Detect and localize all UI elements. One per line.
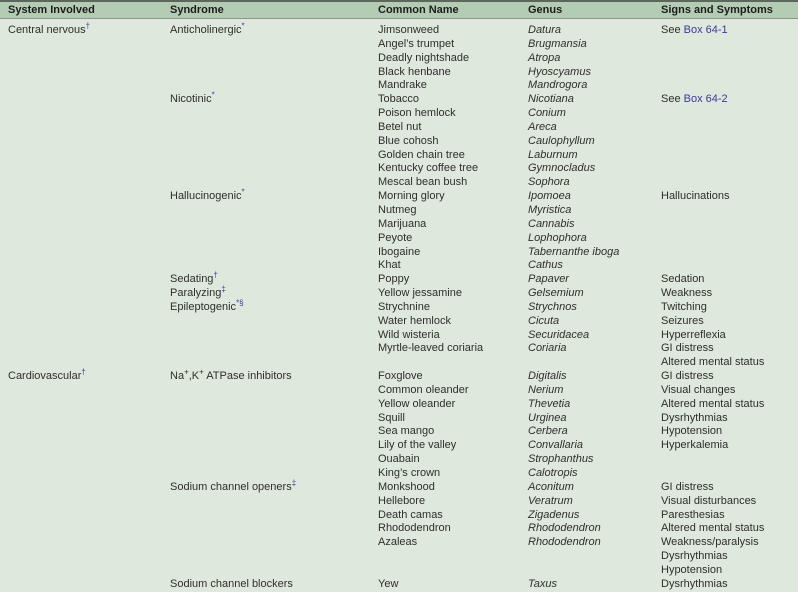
cell-system — [0, 439, 170, 453]
cell-genus: Myristica — [528, 203, 572, 216]
cell-syndrome — [170, 398, 378, 412]
cell-signs — [661, 176, 798, 190]
cell-system — [0, 218, 170, 232]
column-header-system: System Involved — [8, 4, 95, 16]
footnote-marker: ‡ — [221, 284, 226, 294]
column-header-syndrome: Syndrome — [170, 4, 224, 16]
cell-common-name: Rhododendron — [378, 522, 451, 535]
cell-syndrome — [170, 342, 378, 356]
cell-genus: Convallaria — [528, 439, 584, 452]
table-row — [0, 329, 798, 343]
cell-signs — [661, 79, 798, 93]
footnote-marker: † — [85, 21, 91, 31]
cell-common-name: Myrtle-leaved coriaria — [378, 342, 484, 355]
cell-common-name: Nutmeg — [378, 203, 417, 216]
cell-genus: Atropa — [528, 51, 561, 64]
table-row — [0, 425, 798, 439]
cell-signs: Paresthesias — [661, 508, 725, 521]
cell-syndrome — [170, 135, 378, 149]
cell-signs — [661, 121, 798, 135]
cell-signs: Weakness/paralysis — [661, 536, 759, 549]
cell-common-name: Death camas — [378, 508, 443, 521]
table-row — [0, 149, 798, 163]
cell-common-name: Lily of the valley — [378, 439, 457, 452]
cell-signs — [661, 38, 798, 52]
table-row — [0, 578, 798, 592]
cell-signs: Hallucinations — [661, 190, 730, 203]
table-row — [0, 467, 798, 481]
cell-syndrome: Sodium channel blockers — [170, 577, 293, 590]
table-row — [0, 52, 798, 66]
table-row — [0, 135, 798, 149]
table-row — [0, 453, 798, 467]
cell-common-name: Morning glory — [378, 190, 445, 203]
cell-genus: Rhododendron — [528, 536, 601, 549]
cell-common-name: Water hemlock — [378, 314, 451, 327]
cell-genus: Taxus — [528, 577, 557, 590]
cell-syndrome — [170, 284, 378, 301]
footnote-marker: *§ — [236, 298, 244, 308]
cell-common-name: King’s crown — [378, 467, 441, 479]
cell-system — [0, 176, 170, 190]
cell-syndrome — [170, 176, 378, 190]
cell-genus: Rhododendron — [528, 522, 601, 535]
cell-common-name: Poppy — [378, 273, 410, 286]
table-row — [0, 232, 798, 246]
cell-signs: GI distress — [661, 342, 714, 355]
cell-genus: Caulophyllum — [528, 134, 595, 147]
cell-system — [0, 550, 170, 564]
cell-genus: Aconitum — [528, 480, 574, 493]
table-row — [0, 367, 798, 384]
cell-signs — [661, 107, 798, 121]
cell-text: See — [661, 93, 684, 106]
cell-common-name: Yellow jessamine — [378, 287, 462, 300]
cell-common-name: Wild wisteria — [378, 328, 440, 341]
cell-system — [0, 204, 170, 218]
table-row — [0, 284, 798, 301]
box-ref-link[interactable]: Box 64-1 — [683, 24, 728, 36]
cell-system — [0, 522, 170, 536]
cell-system — [0, 135, 170, 149]
cell-signs — [661, 467, 798, 481]
table-row — [0, 536, 798, 550]
cell-system — [0, 38, 170, 52]
cell-syndrome — [170, 218, 378, 232]
cell-syndrome — [170, 467, 378, 481]
cell-syndrome — [170, 329, 378, 343]
cell-syndrome — [170, 187, 378, 204]
cell-common-name: Khat — [378, 259, 401, 272]
cell-signs — [661, 246, 798, 260]
cell-system — [0, 301, 170, 315]
cell-genus: Cannabis — [528, 217, 575, 230]
cell-common-name: Angel’s trumpet — [378, 37, 455, 50]
table-row — [0, 21, 798, 38]
cell-genus: Cerbera — [528, 425, 568, 438]
cell-signs — [661, 259, 798, 273]
cell-syndrome — [170, 522, 378, 536]
cell-genus: Laburnum — [528, 148, 578, 161]
cell-signs: Hyperkalemia — [661, 439, 729, 452]
cell-system — [0, 21, 170, 38]
table-header-row — [0, 0, 798, 19]
cell-common-name: Golden chain tree — [378, 148, 465, 161]
cell-signs: Dysrhythmias — [661, 550, 728, 563]
cell-genus: Calotropis — [528, 467, 578, 479]
cell-system — [0, 453, 170, 467]
cell-signs — [661, 149, 798, 163]
cell-common-name: Jimsonweed — [378, 24, 440, 36]
cell-common-name: Strychnine — [378, 300, 430, 313]
cell-genus: Nicotiana — [528, 93, 574, 106]
cell-syndrome — [170, 121, 378, 135]
cell-genus: Securidacea — [528, 328, 590, 341]
cell-system — [0, 162, 170, 176]
table-body — [0, 19, 798, 592]
cell-text: Paralyzing — [170, 287, 222, 300]
cell-common-name: Azaleas — [378, 536, 418, 549]
box-ref-link[interactable]: Box 64-2 — [683, 93, 728, 106]
cell-common-name — [378, 550, 528, 564]
cell-syndrome — [170, 425, 378, 439]
cell-common-name: Tobacco — [378, 93, 419, 106]
cell-syndrome — [170, 564, 378, 578]
cell-signs — [661, 162, 798, 176]
cell-signs: Hypotension — [661, 425, 723, 438]
cell-syndrome — [170, 204, 378, 218]
cell-syndrome — [170, 536, 378, 550]
cell-signs: Altered mental status — [661, 356, 765, 369]
cell-signs: GI distress — [661, 370, 714, 383]
cell-genus: Datura — [528, 24, 562, 36]
cell-signs — [661, 24, 798, 38]
column-header-common-name: Common Name — [378, 4, 459, 16]
cell-common-name: Deadly nightshade — [378, 51, 470, 64]
cell-system — [0, 259, 170, 273]
cell-syndrome — [170, 384, 378, 398]
cell-syndrome — [170, 79, 378, 93]
cell-syndrome — [170, 162, 378, 176]
cell-system — [0, 246, 170, 260]
cell-system — [0, 481, 170, 495]
cell-syndrome — [170, 509, 378, 523]
table-row — [0, 564, 798, 578]
table-row — [0, 342, 798, 356]
cell-text: Sedating — [170, 273, 214, 286]
cell-genus: Cathus — [528, 259, 563, 272]
cell-syndrome — [170, 107, 378, 121]
table-row — [0, 66, 798, 80]
cell-system — [0, 66, 170, 80]
footnote-marker: * — [241, 21, 245, 31]
cell-genus: Papaver — [528, 273, 569, 286]
cell-text: Hallucinogenic — [170, 190, 242, 203]
footnote-marker: * — [241, 187, 245, 197]
cell-genus: Brugmansia — [528, 37, 587, 50]
footnote-marker: + — [184, 367, 189, 377]
cell-signs: Hypotension — [661, 563, 723, 576]
cell-signs — [661, 232, 798, 246]
cell-syndrome — [170, 52, 378, 66]
cell-signs — [661, 453, 798, 467]
cell-signs — [661, 135, 798, 149]
cell-system — [0, 425, 170, 439]
cell-system — [0, 52, 170, 66]
cell-genus: Lophophora — [528, 231, 587, 244]
table-row — [0, 315, 798, 329]
cell-common-name: Mandrake — [378, 79, 427, 92]
cell-syndrome — [170, 232, 378, 246]
cell-common-name: Marijuana — [378, 217, 427, 230]
footnote-marker: ‡ — [291, 478, 297, 488]
table-row — [0, 187, 798, 204]
table-row — [0, 259, 798, 273]
cell-signs: Weakness — [661, 287, 713, 300]
cell-genus: Tabernanthe iboga — [528, 245, 620, 258]
cell-system — [0, 467, 170, 481]
table-row — [0, 162, 798, 176]
cell-system — [0, 329, 170, 343]
cell-text: Epileptogenic — [170, 300, 237, 313]
table-row — [0, 522, 798, 536]
cell-common-name: Black henbane — [378, 65, 451, 78]
cell-signs: Sedation — [661, 273, 705, 286]
cell-syndrome — [170, 315, 378, 329]
cell-system — [0, 232, 170, 246]
cell-system — [0, 93, 170, 107]
cell-common-name: Foxglove — [378, 370, 423, 383]
cell-system — [0, 412, 170, 426]
cell-syndrome — [170, 149, 378, 163]
cell-genus: Strychnos — [528, 300, 577, 313]
cell-genus — [528, 550, 661, 564]
cell-syndrome — [170, 21, 378, 38]
cell-syndrome — [170, 298, 378, 315]
cell-genus: Nerium — [528, 383, 564, 396]
cell-common-name: Mescal bean bush — [378, 176, 468, 189]
cell-common-name: Peyote — [378, 231, 413, 244]
cell-text: Sodium channel openers — [170, 480, 292, 493]
cell-syndrome — [170, 367, 378, 384]
cell-system — [0, 509, 170, 523]
table-row — [0, 298, 798, 315]
cell-genus: Cicuta — [528, 314, 560, 327]
cell-common-name: Kentucky coffee tree — [378, 162, 479, 175]
table-row — [0, 270, 798, 287]
cell-syndrome — [170, 412, 378, 426]
cell-text: ATPase inhibitors — [203, 370, 292, 383]
table-row — [0, 439, 798, 453]
table-row — [0, 79, 798, 93]
cell-system — [0, 398, 170, 412]
cell-genus: Gelsemium — [528, 287, 584, 300]
cell-genus: Ipomoea — [528, 190, 571, 203]
cell-signs: Hyperreflexia — [661, 328, 726, 341]
table-row — [0, 90, 798, 107]
cell-system — [0, 564, 170, 578]
cell-genus: Thevetia — [528, 397, 571, 410]
table-row — [0, 218, 798, 232]
cell-signs: Visual disturbances — [661, 494, 757, 507]
cell-genus: Coriaria — [528, 342, 567, 355]
cell-signs: Dysrhythmias — [661, 577, 728, 590]
cell-genus: Sophora — [528, 176, 570, 189]
cell-genus: Mandrogora — [528, 79, 588, 92]
table-row — [0, 246, 798, 260]
cell-system — [0, 536, 170, 550]
cell-syndrome — [170, 90, 378, 107]
cell-syndrome — [170, 453, 378, 467]
cell-genus: Veratrum — [528, 494, 573, 507]
cell-signs — [661, 218, 798, 232]
table-row — [0, 356, 798, 370]
table-row — [0, 550, 798, 564]
cell-syndrome — [170, 259, 378, 273]
column-header-genus: Genus — [528, 4, 563, 16]
cell-common-name: Monkshood — [378, 480, 435, 493]
cell-system — [0, 149, 170, 163]
footnote-marker: † — [213, 270, 218, 280]
cell-text: Anticholinergic — [170, 24, 242, 36]
cell-common-name: Hellebore — [378, 494, 426, 507]
cell-signs — [661, 93, 798, 107]
table-row — [0, 412, 798, 426]
cell-system — [0, 342, 170, 356]
footnote-marker: * — [211, 90, 215, 100]
table-row — [0, 384, 798, 398]
cell-common-name: Ibogaine — [378, 245, 421, 258]
cell-syndrome — [170, 495, 378, 509]
cell-text: Cardiovascular — [8, 370, 82, 383]
cell-genus: Strophanthus — [528, 453, 594, 466]
cell-system — [0, 367, 170, 384]
table-row — [0, 107, 798, 121]
table-row — [0, 509, 798, 523]
cell-common-name: Squill — [378, 411, 405, 424]
cell-common-name: Blue cohosh — [378, 134, 439, 147]
cell-signs: Seizures — [661, 314, 704, 327]
cell-signs: GI distress — [661, 480, 714, 493]
table-row — [0, 176, 798, 190]
cell-system — [0, 495, 170, 509]
cell-genus: Urginea — [528, 411, 567, 424]
cell-text: Nicotinic — [170, 93, 212, 106]
cell-common-name: Ouabain — [378, 453, 420, 466]
cell-text: See — [661, 24, 684, 36]
cell-genus: Gymnocladus — [528, 162, 596, 175]
cell-syndrome — [170, 270, 378, 287]
cell-common-name: Yew — [378, 577, 399, 590]
cell-signs: Twitching — [661, 300, 707, 313]
cell-system — [0, 384, 170, 398]
cell-genus: Zigadenus — [528, 508, 580, 521]
cell-common-name — [378, 356, 528, 370]
cell-genus — [528, 356, 661, 370]
cell-syndrome — [170, 439, 378, 453]
table-row — [0, 495, 798, 509]
cell-common-name: Betel nut — [378, 120, 422, 133]
cell-common-name: Sea mango — [378, 425, 435, 438]
cell-signs — [661, 52, 798, 66]
cell-genus: Areca — [528, 120, 557, 133]
cell-text: ,K — [188, 370, 200, 383]
cell-common-name: Yellow oleander — [378, 397, 456, 410]
cell-signs — [661, 204, 798, 218]
cell-genus: Digitalis — [528, 370, 567, 383]
cell-signs: Altered mental status — [661, 397, 765, 410]
cell-signs — [661, 66, 798, 80]
cell-syndrome — [170, 66, 378, 80]
cell-system — [0, 287, 170, 301]
cell-common-name — [378, 564, 528, 578]
cell-genus — [528, 564, 661, 578]
cell-text: Na — [170, 370, 185, 383]
cell-system — [0, 79, 170, 93]
cell-system — [0, 578, 170, 592]
cell-signs: Dysrhythmias — [661, 411, 728, 424]
table-row — [0, 121, 798, 135]
cell-common-name: Common oleander — [378, 383, 469, 396]
table-row — [0, 38, 798, 52]
cell-signs: Altered mental status — [661, 522, 765, 535]
cell-syndrome — [170, 38, 378, 52]
footnote-marker: † — [81, 367, 86, 377]
table-row — [0, 204, 798, 218]
cell-system — [0, 121, 170, 135]
cell-text: Central nervous — [8, 24, 86, 36]
cell-genus: Hyoscyamus — [528, 65, 591, 78]
cell-common-name: Poison hemlock — [378, 107, 456, 120]
column-header-signs: Signs and Symptoms — [661, 4, 773, 16]
cell-signs: Visual changes — [661, 383, 736, 396]
table-row — [0, 478, 798, 495]
cell-system — [0, 190, 170, 204]
cell-system — [0, 315, 170, 329]
cell-system — [0, 107, 170, 121]
cell-genus: Conium — [528, 107, 566, 120]
table-row — [0, 398, 798, 412]
cell-syndrome — [170, 246, 378, 260]
cell-syndrome — [170, 550, 378, 564]
cell-syndrome — [170, 478, 378, 495]
footnote-marker: + — [199, 367, 204, 377]
cell-system — [0, 273, 170, 287]
